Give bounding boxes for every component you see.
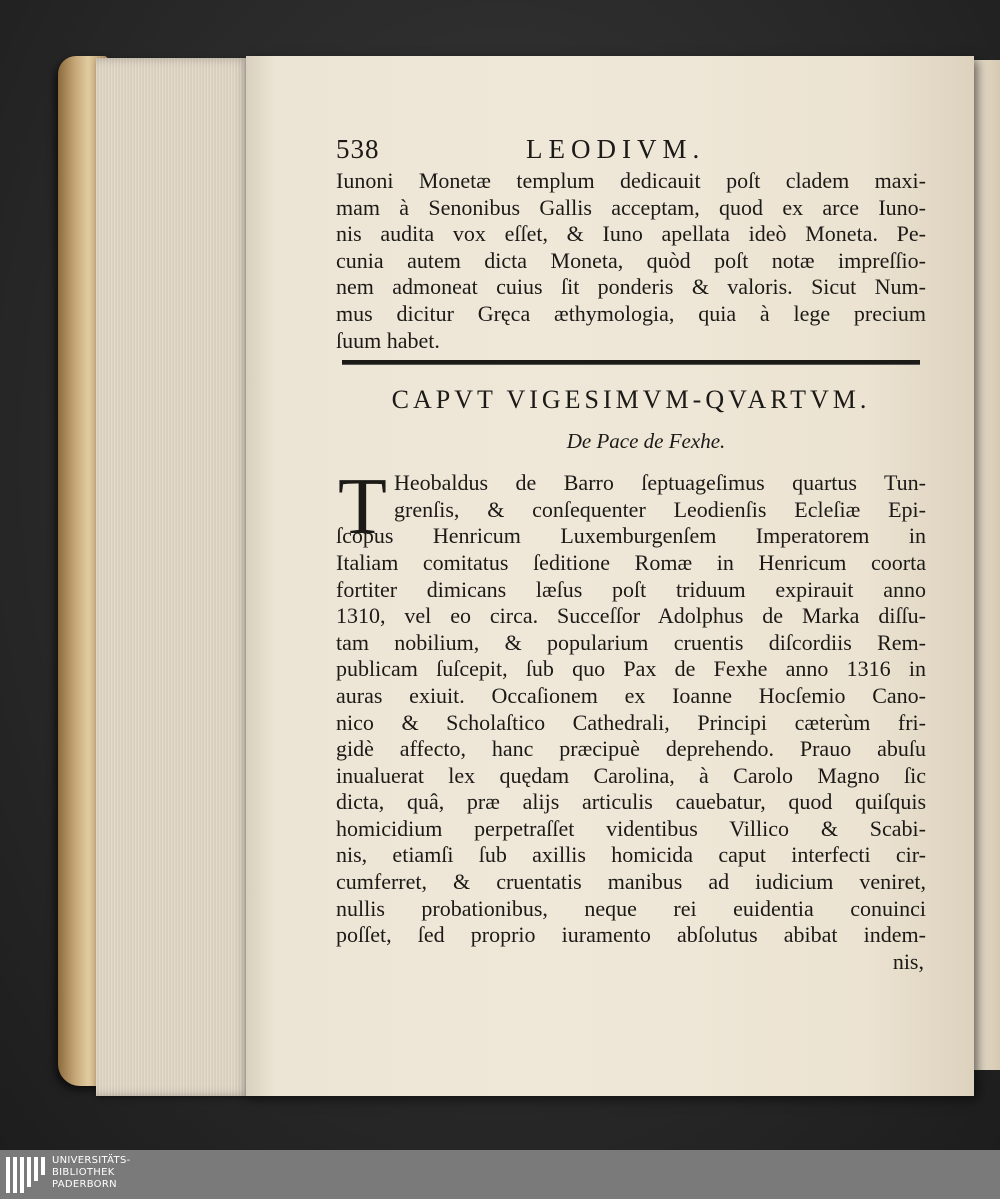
text-line: tam nobilium, & popularium cruentis diſcordiis Rem- [336,629,926,655]
library-logo-icon [6,1157,46,1193]
page-header [336,128,926,168]
page-block-edges [96,58,251,1096]
text-line: inualuerat lex quędam Carolina, à Carolo Magno ſic [336,762,926,788]
chapter-title: CAPVT VIGESIMVM-QVARTVM. [391,385,871,415]
page-number: 538 [336,134,380,164]
section-rule [342,360,920,365]
text-line: auras exiuit. Occaſionem ex Ioanne Hocſemio Cano- [336,682,926,708]
text-line: mus dicitur Gręca æthymologia, quia à lege precium [336,300,926,326]
library-name [52,1155,131,1191]
text-line: nico & Scholaſtico Cathedrali, Principi cæterùm fri- [336,709,926,735]
text-line: cumferret, & cruentatis manibus ad iudicium veniret, [336,869,926,895]
text-line: grenſis, & conſequenter Leodienſis Ecleſiæ Epi- [394,496,926,522]
text-line: ſcopus Henricum Luxemburgenſem Imperatorem in [336,523,926,549]
intro-paragraph [336,168,926,354]
catchword: nis, [892,948,924,974]
text-line: ſuum habet. [336,327,440,353]
text-line: homicidium perpetraſſet videntibus Villico & Scabi- [336,815,926,841]
text-line: nis audita vox eſſet, & Iuno apellata ideò Moneta. Pe- [336,221,926,247]
text-line: cunia autem dicta Moneta, quòd poſt notæ impreſſio- [336,247,926,273]
text-line: 1310, vel eo circa. Succeſſor Adolphus de Marka diſſu- [336,603,926,629]
library-name-line: PADERBORN [52,1179,117,1190]
library-footer [0,1150,1000,1199]
text-line: mam à Senonibus Gallis acceptam, quod ex arce Iuno- [336,194,926,220]
library-name-line: BIBLIOTHEK [52,1167,115,1178]
text-line: dicta, quâ, præ alijs articulis cauebatur, quod quiſquis [336,789,926,815]
text-line: publicam ſuſcepit, ſub quo Pax de Fexhe anno 1316 in [336,656,926,682]
text-line: Iunoni Monetæ templum dedicauit poſt cladem maxi- [336,168,926,193]
text-line: gidè affecto, hanc præcipuè deprehendo. Prauo abuſu [336,736,926,762]
page-text [336,128,926,975]
text-line: poſſet, ſed proprio iuramento abſolutus abibat indem- [336,922,926,948]
text-line: Heobaldus de Barro ſeptuageſimus quartus Tun- [394,470,926,496]
drop-cap: T [338,463,387,552]
library-name-line: UNIVERSITÄTS- [52,1155,131,1166]
text-line: nis, etiamſi ſub axillis homicida caput interfecti cir- [336,842,926,868]
text-line: fortiter dimicans læſus poſt triduum expirauit anno [336,576,926,602]
text-line: nullis probationibus, neque rei euidentia conuinci [336,895,926,921]
running-head: LEODIVM. [526,134,706,164]
body-paragraph [336,463,926,975]
chapter-subtitle: De Pace de Fexhe. [566,429,726,454]
text-line: nem admoneat cuius ſit ponderis & valoris. Sicut Num- [336,274,926,300]
text-line: Italiam comitatus ſeditione Romæ in Henricum coorta [336,549,926,575]
